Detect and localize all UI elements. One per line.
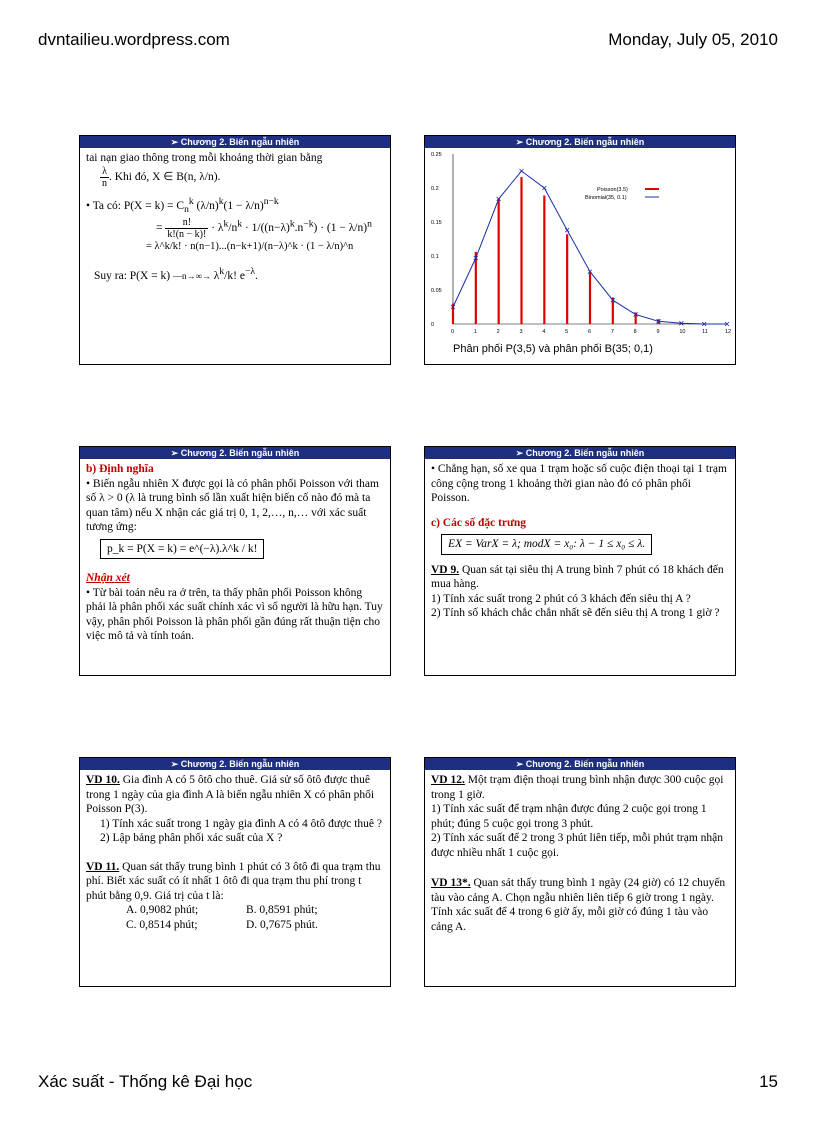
option-c: C. 0,8514 phút; [126,918,198,931]
x-tick-label: 6 [588,329,592,335]
slide-title: ➢ Chương 2. Biến ngẫu nhiên [80,447,390,459]
s1-line1: tai nạn giao thông trong mỗi khoảng thời gian bằng [86,152,323,164]
option-d: D. 0,7675 phút. [246,918,318,931]
legend-binomial: Binomial(35, 0.1) [585,195,627,201]
site-name: dvntailieu.wordpress.com [38,30,230,49]
s1-line2: $\frac{\lambda}{n}$ . Khi đó, X ∈ B(n, λ/n). [102,165,221,189]
y-tick-label: 0.05 [431,288,442,294]
x-tick-label: 8 [633,329,637,335]
vd12: VD 12. Một trạm điện thoại trung bình nhận được 300 cuộc gọi trong 1 giờ. [431,774,724,801]
slide-title: ➢ Chương 2. Biến ngẫu nhiên [80,136,390,148]
y-tick-label: 0.25 [431,152,442,158]
x-tick-label: 12 [725,329,732,335]
x-tick-label: 5 [565,329,569,335]
vd9-q1: 1) Tính xác suất trong 2 phút có 3 khách đến siêu thị A ? [431,592,691,605]
x-tick-label: 2 [496,329,500,335]
y-tick-label: 0.15 [431,220,442,226]
y-tick-label: 0.1 [431,254,439,260]
vd11-options [86,903,384,932]
s1-line4: Suy ra: P(X = k) —n→∞→ $\lambda^k/k$! $e^{-\lambda}$. [94,265,258,282]
slide-2 [424,135,736,365]
slide-6 [424,757,736,987]
document-date: Monday, July 05, 2010 [608,30,778,49]
s1-line3: • Ta có: $P(X = k) = C_n^k$ $(\lambda/n)^k(1 - \lambda/n)^{n-k}$ [86,195,279,215]
definition-text: • Biến ngẫu nhiên X được gọi là có phân phối Poisson với tham số λ > 0 (λ là trung bình số lần xuất hiện biến cố nào đó mà ta quan tâm) nếu X nhận các giá trị 0, 1, 2,…, n,… với xác suất tương ứng: [86,477,379,533]
vd9: VD 9. Quan sát tại siêu thị A trung bình 7 phút có 18 khách đến mua hàng. [431,563,724,590]
x-tick-label: 4 [542,329,546,335]
vd12-q1: 1) Tính xác suất để trạm nhận được đúng 2 cuộc gọi trong 1 phút; đúng 5 cuộc gọi trong 3 phút. [431,803,707,830]
chart-title: Phân phối P(3,5) và phân phối B(35; 0,1) [453,343,653,355]
vd10-q2: 2) Lập bảng phân phối xác suất của X ? [100,832,283,844]
slide-3 [79,446,391,676]
binomial-point [565,228,569,232]
binomial-point [520,169,524,173]
slide-1 [79,135,391,365]
x-tick-label: 0 [451,329,455,335]
remark-text: • Từ bài toán nêu ra ở trên, ta thấy phân phối Poisson không phải là phân phối xác suất chính xác vì số người là hữu hạn. Tuy vậy, phân phối Poisson là phân phối gần đúng rất thuận tiện cho việc mô tả và tính toán. [86,586,383,642]
definition-heading: b) Định nghĩa [86,463,154,475]
y-tick-label: 0 [431,322,435,328]
binomial-point [542,186,546,190]
x-tick-label: 7 [610,329,614,335]
footer-subject: Xác suất - Thống kê Đại học [38,1072,253,1091]
s1-eq1: = $\frac{n!}{k!(n - k)!}$ · $\lambda^k/n^k \cdot 1/((n-\lambda)^k.n^{-k}) \cdot (1 - \lambda/n)^n$ [156,217,372,241]
vd10: VD 10. Gia đình A có 5 ôtô cho thuê. Giả sử số ôtô được thuê trong 1 ngày của gia đình A là biến ngẫu nhiên X có phân phối Poisson P(3). [86,774,375,815]
slide-title: ➢ Chương 2. Biến ngẫu nhiên [80,758,390,770]
vd10-q1: 1) Tính xác suất trong 1 ngày gia đình A có 4 ôtô được thuê ? [100,817,382,830]
vd9-q2: 2) Tính số khách chắc chắn nhất sẽ đến siêu thị A trong 1 giờ ? [431,607,720,619]
option-b: B. 0,8591 phút; [246,904,318,916]
x-tick-label: 9 [656,329,660,335]
x-tick-label: 10 [679,329,686,335]
slide-5 [79,757,391,987]
vd11: VD 11. Quan sát thấy trung bình 1 phút có 3 ôtô đi qua trạm thu phí. Biết xác suất có ít nhất 1 ôtô đi qua trạm thu phí trong t phút bằng 0,9. Giá trị của t là: [86,860,381,902]
page-number: 15 [759,1072,778,1091]
poisson-binomial-chart [425,148,735,364]
vd12-q2: 2) Tính xác suất để 2 trong 3 phút liên tiếp, mỗi phút trạm nhận được nhiều nhất 1 cuộc gọi. [431,832,724,859]
legend-poisson: Poisson(3.5) [597,187,628,193]
y-tick-label: 0.2 [431,186,439,192]
characteristics-heading: c) Các số đặc trưng [431,516,527,529]
poisson-formula: p_k = P(X = k) = e^(−λ).λ^k / k! [100,539,264,560]
x-tick-label: 1 [473,329,477,335]
x-tick-label: 3 [519,329,523,335]
slide-title: ➢ Chương 2. Biến ngẫu nhiên [425,758,735,770]
characteristics-formula: EX = VarX = λ; modX = x₀: λ − 1 ≤ x₀ ≤ λ. [441,534,652,555]
option-a: A. 0,9082 phút; [126,904,199,916]
remark-heading: Nhận xét [86,572,130,584]
slide-4 [424,446,736,676]
slide-title: ➢ Chương 2. Biến ngẫu nhiên [425,447,735,459]
s1-eq2: = λ^k/k! · n(n−1)...(n−k+1)/(n−λ)^k · (1 − λ/n)^n [146,241,354,253]
example-text: • Chẳng hạn, số xe qua 1 trạm hoặc số cuộc điện thoại tại 1 trạm công cộng trong 1 khoảng thời gian nào đó có phân phối Poisson. [431,463,727,504]
vd13: VD 13*. Quan sát thấy trung bình 1 ngày (24 giờ) có 12 chuyến tàu vào cảng A. Chọn ngẫu nhiên liên tiếp 6 giờ trong 1 ngày. Tính xác suất để 4 trong 6 giờ ấy, mỗi giờ có đúng 1 tàu vào cảng A. [431,877,726,933]
x-tick-label: 11 [702,329,708,335]
slide-title: ➢ Chương 2. Biến ngẫu nhiên [425,136,735,148]
